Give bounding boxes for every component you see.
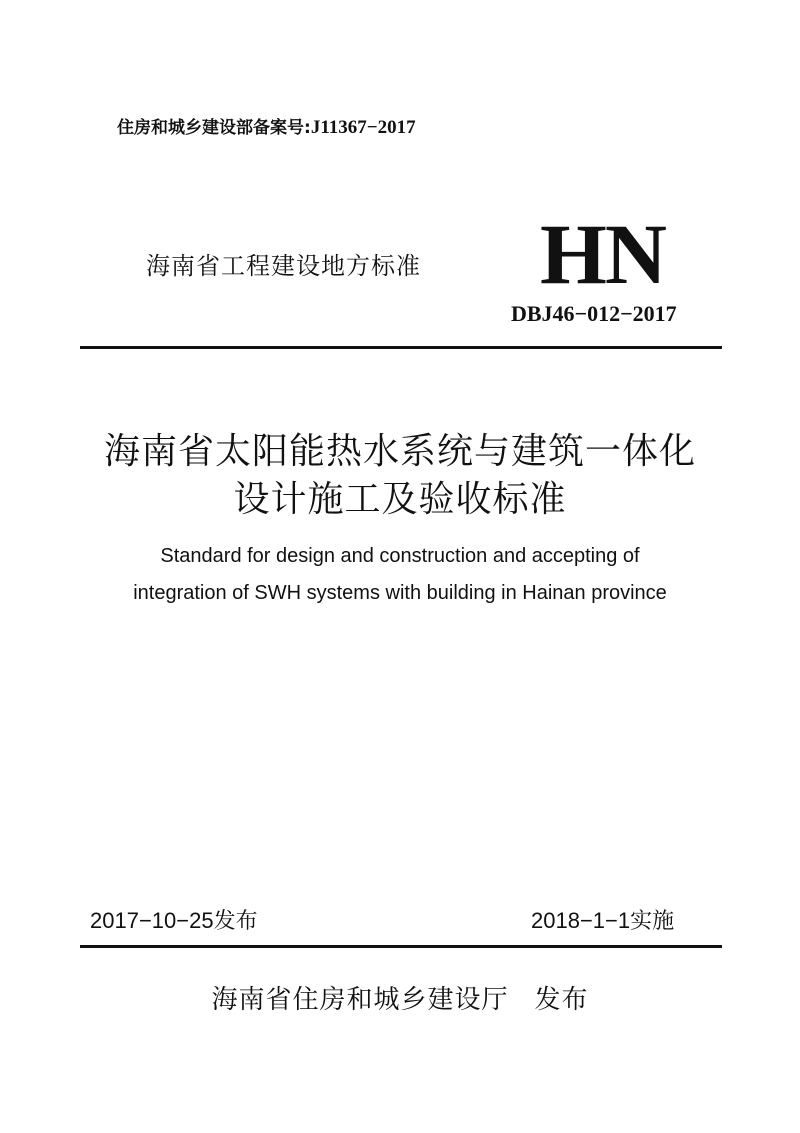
title-en-line2: integration of SWH systems with building in Hainan province [133, 582, 667, 604]
issue-date-suffix: 发布 [213, 909, 258, 934]
issue-date [90, 904, 258, 939]
title-cn-line1: 海南省太阳能热水系统与建筑一体化 [103, 431, 696, 472]
effective-date-value: 2018−1−1 [531, 908, 631, 933]
effective-date-suffix: 实施 [630, 909, 675, 934]
title-cn-line2: 设计施工及验收标准 [233, 479, 567, 520]
publisher-line [0, 980, 800, 1020]
standard-type: 海南省工程建设地方标准 [146, 252, 421, 280]
title-en-line1: Standard for design and construction and accepting of [160, 545, 640, 567]
record-number-line [117, 113, 416, 143]
effective-date [531, 904, 674, 939]
record-number-label: 住房和城乡建设部备案号: [117, 118, 311, 138]
top-divider [80, 346, 722, 349]
hn-logo: HN [540, 206, 665, 302]
record-number-value: J11367−2017 [310, 117, 416, 138]
publisher-action: 发布 [534, 985, 589, 1015]
issue-date-value: 2017−10−25 [90, 908, 214, 933]
bottom-divider [80, 945, 722, 948]
publisher-name: 海南省住房和城乡建设厅 [211, 985, 509, 1015]
standard-number: DBJ46−012−2017 [511, 301, 677, 326]
